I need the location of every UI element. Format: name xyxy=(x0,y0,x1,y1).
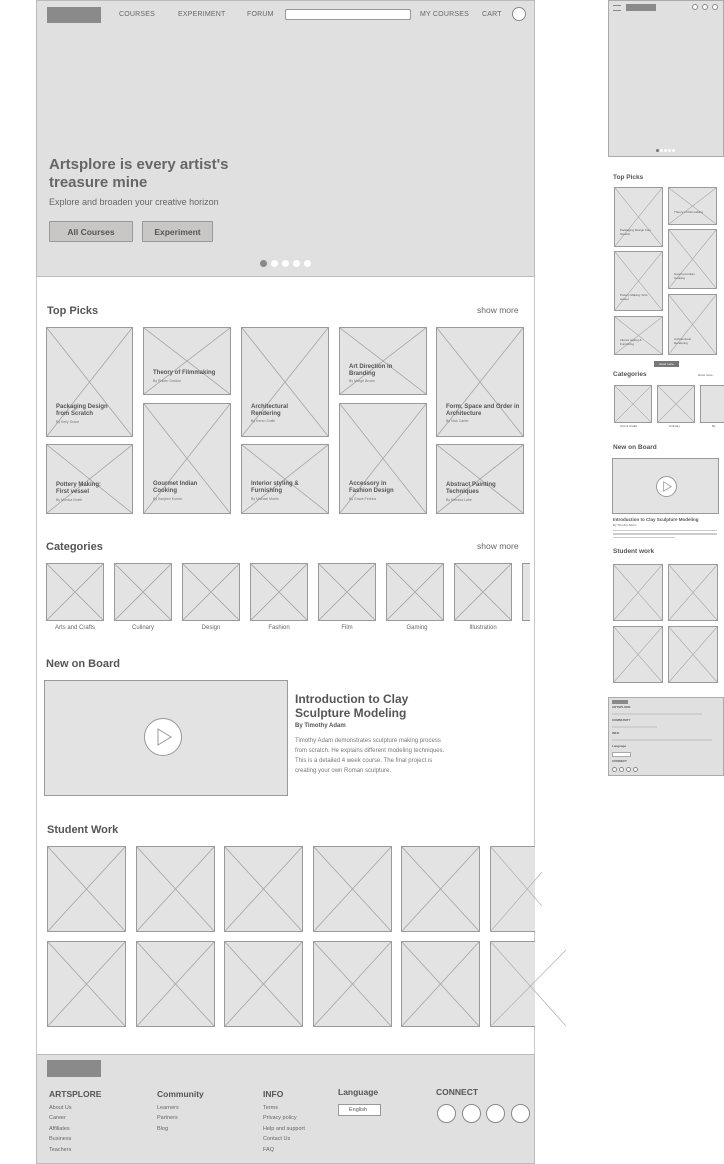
category-label: Illustration xyxy=(469,625,497,631)
image-placeholder-icon xyxy=(137,942,214,1026)
footer-info-heading: INFO xyxy=(263,1089,284,1099)
image-placeholder-icon xyxy=(615,317,662,354)
image-placeholder-icon xyxy=(137,847,214,931)
mobile-footer-logo[interactable] xyxy=(612,700,628,704)
image-placeholder-icon xyxy=(48,847,125,931)
play-icon xyxy=(657,477,676,496)
image-placeholder-icon xyxy=(115,564,171,620)
new-on-board-title: New on Board xyxy=(46,658,120,670)
site-logo[interactable] xyxy=(47,7,101,23)
carousel-dot[interactable] xyxy=(304,260,311,267)
all-courses-button[interactable]: All Courses xyxy=(49,221,133,242)
new-course-description: Timothy Adam demonstrates sculpture making process from scratch. He explains different modeling techniques. This is a detailed 4 week course. The final project is creating your own Roman sculpture. xyxy=(295,738,445,774)
mobile-social-icon[interactable] xyxy=(619,767,624,772)
mobile-carousel-dots xyxy=(656,149,680,152)
mobile-card-title: Architectural Rendering xyxy=(674,337,691,345)
course-card[interactable] xyxy=(436,444,524,514)
image-placeholder-icon xyxy=(614,565,662,620)
course-card-title: Theory of Filmmaking xyxy=(153,370,216,376)
user-avatar[interactable] xyxy=(512,7,526,21)
image-placeholder-icon xyxy=(658,386,694,422)
new-course-title xyxy=(295,692,408,720)
mobile-category-thumb[interactable] xyxy=(614,385,652,423)
category-thumb[interactable] xyxy=(318,563,376,621)
course-card-author: By Keren Smith xyxy=(251,419,276,423)
carousel-dot[interactable] xyxy=(271,260,278,267)
footer-link-contact[interactable]: Contact Us xyxy=(263,1136,291,1143)
footer-link-about-us[interactable]: About Us xyxy=(49,1105,72,1111)
top-picks-show-more[interactable]: show more xyxy=(477,305,519,315)
mobile-card-title: Gourmet Indian Cooking xyxy=(674,272,695,280)
course-card-author: By Michael Morris xyxy=(251,497,279,501)
student-work-thumb[interactable] xyxy=(401,846,480,932)
mobile-category-thumb[interactable] xyxy=(657,385,695,423)
hero-title-line2: treasure mine xyxy=(49,174,148,191)
footer-link-terms[interactable]: Terms xyxy=(263,1105,278,1111)
overflow-cross-lines xyxy=(490,846,570,1036)
footer-community-links xyxy=(157,1103,179,1134)
social-icon[interactable] xyxy=(462,1104,481,1123)
image-placeholder-icon xyxy=(669,188,716,224)
image-placeholder-icon xyxy=(144,328,230,394)
mobile-new-on-board-title: New on Board xyxy=(613,444,657,451)
image-placeholder-icon xyxy=(387,564,443,620)
mobile-footer-community: COMMUNITY xyxy=(612,718,631,722)
course-card-author: By Sanjeev Kumar xyxy=(153,497,182,501)
mobile-card-title: Packaging Design from Scratch xyxy=(620,228,652,236)
footer-link-blog[interactable]: Blog xyxy=(157,1125,169,1132)
mobile-card-title: Theory of Filmmaking xyxy=(674,210,703,214)
course-card-title: Interior styling & Furnishing xyxy=(251,481,299,494)
category-thumb[interactable] xyxy=(182,563,240,621)
student-work-thumb[interactable] xyxy=(136,941,215,1027)
image-placeholder-icon xyxy=(242,445,328,513)
category-label: Film xyxy=(341,625,353,631)
carousel-dot-active[interactable] xyxy=(656,149,659,152)
category-label: Arts and Crafts xyxy=(54,625,95,631)
carousel-dot[interactable] xyxy=(282,260,289,267)
image-placeholder-icon xyxy=(437,445,523,513)
category-label: Fashion xyxy=(268,625,290,631)
mobile-menu-icon[interactable] xyxy=(613,5,621,11)
footer-link-privacy[interactable]: Privacy policy xyxy=(263,1115,297,1122)
nav-forum[interactable]: FORUM xyxy=(247,11,274,18)
categories-title: Categories xyxy=(46,541,103,553)
experiment-button[interactable]: Experiment xyxy=(142,221,213,242)
footer-link-business[interactable]: Business xyxy=(49,1136,72,1143)
course-card[interactable] xyxy=(143,403,231,514)
footer-link-faq[interactable]: FAQ xyxy=(263,1146,275,1153)
course-card-author: By Kelly Grace xyxy=(56,420,80,424)
mobile-language-select[interactable] xyxy=(612,752,631,757)
nav-courses[interactable]: COURSES xyxy=(119,11,156,18)
category-label: Design xyxy=(201,625,221,631)
mobile-footer-lines xyxy=(612,726,657,728)
mobile-course-author: By Timothy Adam xyxy=(613,523,637,527)
mobile-student-thumb[interactable] xyxy=(668,626,718,683)
footer-link-learners[interactable]: Learners xyxy=(157,1105,179,1111)
mobile-video-player[interactable] xyxy=(612,458,719,514)
student-work-thumb[interactable] xyxy=(401,941,480,1027)
mobile-logo[interactable] xyxy=(626,4,656,11)
carousel-dot[interactable] xyxy=(664,149,667,152)
social-icon[interactable] xyxy=(486,1104,505,1123)
image-placeholder-icon xyxy=(48,942,125,1026)
mobile-student-thumb[interactable] xyxy=(613,564,663,621)
image-placeholder-icon xyxy=(340,328,426,394)
image-placeholder-icon xyxy=(402,942,479,1026)
course-card[interactable] xyxy=(241,327,329,437)
course-card-title: Packaging Design from Scratch xyxy=(56,404,108,417)
mobile-course-card[interactable] xyxy=(668,187,717,225)
mobile-category-thumb-partial[interactable] xyxy=(700,385,724,423)
category-label: Culinary xyxy=(131,625,154,631)
hero-title-line1: Artsplore is every artist's xyxy=(49,156,229,173)
course-card[interactable] xyxy=(143,327,231,395)
footer-brand-links xyxy=(49,1103,72,1155)
carousel-dot[interactable] xyxy=(672,149,675,152)
mobile-course-title: Introduction to Clay Sculpture Modeling xyxy=(613,517,699,522)
social-icon[interactable] xyxy=(437,1104,456,1123)
mobile-header-icon[interactable] xyxy=(702,4,708,10)
mobile-footer-brand: ARTSPLORE xyxy=(612,705,631,709)
mobile-top-picks-title: Top Picks xyxy=(613,174,644,181)
category-label: Gaming xyxy=(406,625,428,631)
image-placeholder-icon xyxy=(669,627,717,682)
course-card[interactable] xyxy=(241,444,329,514)
mobile-footer-lines xyxy=(612,739,712,741)
footer-link-career[interactable]: Career xyxy=(49,1115,66,1122)
course-card-author: By Monica Smith xyxy=(56,498,83,502)
course-card-author: By Marge Brown xyxy=(349,379,375,383)
new-course-title-line2: Sculpture Modeling xyxy=(295,706,407,720)
play-icon xyxy=(145,719,181,755)
category-thumb[interactable] xyxy=(250,563,308,621)
mobile-social-icon[interactable] xyxy=(612,767,617,772)
student-work-thumb[interactable] xyxy=(313,846,392,932)
image-placeholder-icon xyxy=(669,565,717,620)
nav-my-courses[interactable]: MY COURSES xyxy=(420,11,469,18)
social-icon[interactable] xyxy=(511,1104,530,1123)
carousel-dot[interactable] xyxy=(668,149,671,152)
footer-info-links xyxy=(263,1103,305,1155)
top-picks-title: Top Picks xyxy=(47,305,99,317)
image-placeholder-icon xyxy=(615,252,662,310)
footer-logo[interactable] xyxy=(47,1060,101,1077)
mobile-social-icon[interactable] xyxy=(633,767,638,772)
mobile-category-label: By xyxy=(712,424,716,428)
category-thumb[interactable] xyxy=(386,563,444,621)
mobile-card-title: Interior styling & Furnishing xyxy=(620,338,642,346)
student-work-thumb[interactable] xyxy=(224,941,303,1027)
mobile-header-icon[interactable] xyxy=(712,4,718,10)
course-card-author: By Grace Perkins xyxy=(349,497,377,501)
mobile-student-thumb[interactable] xyxy=(613,626,663,683)
student-work-thumb[interactable] xyxy=(313,941,392,1027)
footer-language-heading: Language xyxy=(338,1087,379,1097)
category-thumb[interactable] xyxy=(46,563,104,621)
mobile-categories-show-more[interactable]: show more xyxy=(698,373,713,377)
mobile-footer-lines xyxy=(612,713,702,715)
new-course-author: By Timothy Adam xyxy=(295,723,346,729)
carousel-dot[interactable] xyxy=(660,149,663,152)
video-player[interactable] xyxy=(44,680,288,796)
course-card[interactable] xyxy=(339,327,427,395)
course-card-author: By Ruben Gordon xyxy=(153,379,182,383)
image-placeholder-icon xyxy=(47,445,132,513)
image-placeholder-icon xyxy=(615,386,651,422)
course-card-title: Pottery Making: First vessel xyxy=(56,482,102,495)
footer-brand-heading: ARTSPLORE xyxy=(49,1089,102,1099)
course-card[interactable] xyxy=(46,327,133,437)
course-card-title: Gourmet Indian Cooking xyxy=(153,481,198,494)
mobile-student-work-title: Student work xyxy=(613,548,655,555)
search-input[interactable] xyxy=(285,9,411,20)
mobile-hero xyxy=(608,0,724,157)
mobile-footer-info: INFO xyxy=(612,731,620,735)
category-thumb-partial[interactable] xyxy=(522,563,530,621)
image-placeholder-icon xyxy=(319,564,375,620)
image-placeholder-icon xyxy=(225,847,302,931)
student-work-title: Student Work xyxy=(47,824,119,836)
mobile-social-icon[interactable] xyxy=(626,767,631,772)
image-placeholder-icon xyxy=(314,942,391,1026)
course-card[interactable] xyxy=(436,327,524,437)
mobile-course-card[interactable] xyxy=(668,229,717,289)
mobile-course-card[interactable] xyxy=(614,316,663,355)
image-placeholder-icon xyxy=(314,847,391,931)
image-placeholder-icon xyxy=(402,847,479,931)
student-work-thumb[interactable] xyxy=(47,846,126,932)
categories-show-more[interactable]: show more xyxy=(477,541,519,551)
image-placeholder-icon xyxy=(615,188,662,246)
footer-link-help[interactable]: Help and support xyxy=(263,1125,305,1132)
course-card[interactable] xyxy=(339,403,427,514)
footer-community-heading: Community xyxy=(157,1089,204,1099)
mobile-course-card[interactable] xyxy=(668,294,717,355)
footer-link-teachers[interactable]: Teachers xyxy=(49,1146,72,1153)
student-work-thumb[interactable] xyxy=(47,941,126,1027)
course-card-title: Accessory in Fashion Design xyxy=(349,481,394,494)
course-card-title: Architectural Rendering xyxy=(251,404,289,417)
mobile-category-label: Culinary xyxy=(669,424,681,428)
category-thumb[interactable] xyxy=(114,563,172,621)
mobile-footer-connect: CONNECT xyxy=(612,759,627,763)
mobile-header-icon[interactable] xyxy=(692,4,698,10)
nav-experiment[interactable]: EXPERIMENT xyxy=(178,11,226,18)
nav-cart[interactable]: CART xyxy=(482,11,502,18)
mobile-course-card[interactable] xyxy=(614,251,663,311)
mobile-course-desc-lines xyxy=(613,530,717,542)
mobile-show-more-button[interactable]: show more xyxy=(654,361,679,367)
footer-link-affiliates[interactable]: Affiliates xyxy=(49,1125,70,1132)
footer-link-partners[interactable]: Partners xyxy=(157,1115,178,1122)
image-placeholder-icon xyxy=(183,564,239,620)
carousel-dot[interactable] xyxy=(293,260,300,267)
footer-connect-heading: CONNECT xyxy=(436,1087,479,1097)
image-placeholder-icon xyxy=(47,564,103,620)
hero-subtitle: Explore and broaden your creative horizon xyxy=(49,197,219,207)
course-card[interactable] xyxy=(46,444,133,514)
new-course-title-line1: Introduction to Clay xyxy=(295,692,409,706)
mobile-footer-language: Language xyxy=(612,744,627,748)
student-work-thumb[interactable] xyxy=(136,846,215,932)
course-card-author: By Neesha Lahe xyxy=(446,498,472,502)
image-placeholder-icon xyxy=(614,627,662,682)
mobile-card-title: Pottery Making: First vessel xyxy=(620,293,648,301)
mobile-play-button[interactable] xyxy=(656,476,677,497)
course-card-author: By Nick Carter xyxy=(446,419,469,423)
course-card-title: Form, Space and Order in Architecture xyxy=(446,404,520,417)
mobile-course-card[interactable] xyxy=(614,187,663,247)
category-thumb[interactable] xyxy=(454,563,512,621)
carousel-dots xyxy=(260,260,320,268)
student-work-thumb[interactable] xyxy=(224,846,303,932)
hero-title xyxy=(49,156,229,192)
mobile-student-thumb[interactable] xyxy=(668,564,718,621)
mobile-categories-title: Categories xyxy=(613,371,647,378)
image-placeholder-icon xyxy=(251,564,307,620)
course-card-title: Art Direction in Branding xyxy=(349,364,393,377)
image-placeholder-icon xyxy=(455,564,511,620)
play-button[interactable] xyxy=(144,718,182,756)
carousel-dot-active[interactable] xyxy=(260,260,267,267)
course-card-title: Abstract Painting Techniques xyxy=(446,482,496,495)
mobile-category-label: Arts & Crafts xyxy=(620,424,638,428)
language-select[interactable]: English xyxy=(338,1104,381,1116)
image-placeholder-icon xyxy=(225,942,302,1026)
